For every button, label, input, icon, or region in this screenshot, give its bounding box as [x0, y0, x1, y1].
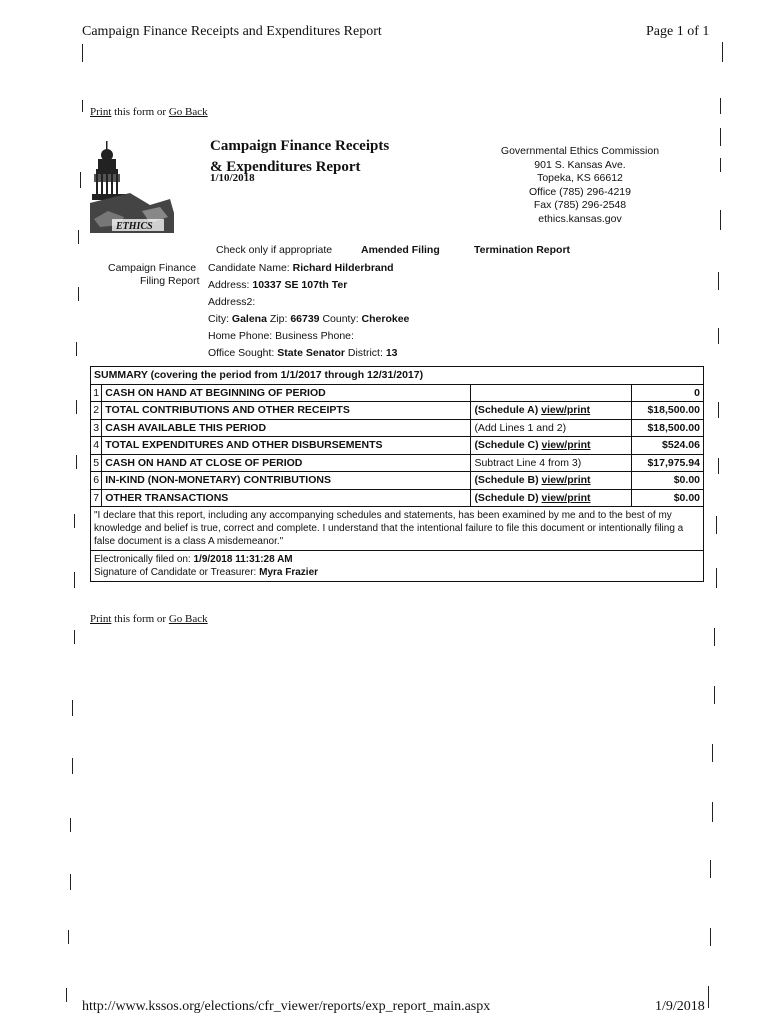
candidate-name-value: Richard Hilderbrand — [292, 262, 394, 274]
row-label: CASH ON HAND AT CLOSE OF PERIOD — [102, 454, 471, 472]
row-label: CASH AVAILABLE THIS PERIOD — [102, 419, 471, 437]
summary-header-row — [91, 367, 704, 385]
nav-separator-text: this form or — [111, 106, 169, 118]
candidate-name-label: Candidate Name: — [208, 262, 290, 274]
summary-row-3 — [91, 419, 704, 437]
row-amount: $0.00 — [631, 489, 703, 507]
schedule-b-view-print-link[interactable]: view/print — [541, 474, 591, 487]
signature-value: Myra Frazier — [259, 567, 319, 578]
row-reference — [471, 402, 631, 420]
declaration-row — [91, 507, 704, 551]
row-reference — [471, 489, 631, 507]
filed-signature-row — [91, 551, 704, 582]
row-amount: $524.06 — [631, 437, 703, 455]
row-label: CASH ON HAND AT BEGINNING OF PERIOD — [102, 384, 471, 402]
report-date: 1/10/2018 — [210, 172, 255, 184]
page-number: Page 1 of 1 — [646, 24, 710, 39]
county-value: Cherokee — [361, 313, 410, 325]
schedule-label: (Schedule B) — [474, 474, 542, 487]
declaration-text: "I declare that this report, including any accompanying schedules and statements, has been examined by me and to the best of my knowledge and belief is true, correct and complete. I understand that the intentional failure to file this document or intentionally filing a false document is a class A misdemeanor." — [91, 507, 704, 551]
home-phone-label: Home Phone: — [208, 330, 273, 342]
row-number: 1 — [91, 384, 102, 402]
row-label: IN-KIND (NON-MONETARY) CONTRIBUTIONS — [102, 472, 471, 490]
office-sought-value: State Senator — [277, 347, 345, 359]
summary-row-7 — [91, 489, 704, 507]
nav-top — [90, 106, 208, 118]
schedule-label: (Schedule C) — [474, 439, 542, 452]
schedule-label: (Schedule A) — [474, 404, 542, 417]
row-number: 6 — [91, 472, 102, 490]
zip-label: Zip: — [269, 313, 288, 325]
check-only-label: Check only if appropriate — [216, 244, 333, 256]
print-link-bottom[interactable]: Print — [90, 613, 112, 625]
agency-website: ethics.kansas.gov — [538, 212, 622, 225]
address-label: Address: — [208, 279, 250, 291]
amended-filing-option: Amended Filing — [361, 244, 440, 256]
district-value: 13 — [385, 347, 398, 359]
row-number: 3 — [91, 419, 102, 437]
row-amount: $0.00 — [631, 472, 703, 490]
row-amount: 0 — [631, 384, 703, 402]
phone-row — [208, 330, 354, 342]
agency-name: Governmental Ethics Commission — [500, 145, 660, 157]
address2-row — [208, 296, 255, 308]
office-sought-label: Office Sought: — [208, 347, 275, 359]
go-back-link[interactable]: Go Back — [168, 106, 208, 118]
schedule-a-view-print-link[interactable]: view/print — [541, 404, 591, 417]
summary-row-5 — [91, 454, 704, 472]
row-amount: $18,500.00 — [631, 402, 703, 420]
page-footer-url: http://www.kssos.org/elections/cfr_viewer/reports/exp_report_main.aspx — [82, 999, 491, 1014]
row-number: 7 — [91, 489, 102, 507]
schedule-d-view-print-link[interactable]: view/print — [541, 491, 591, 504]
row-reference — [471, 437, 631, 455]
address-row — [208, 279, 347, 291]
city-value: Galena — [231, 313, 267, 325]
signature-label: Signature of Candidate or Treasurer: — [94, 567, 257, 578]
summary-header: SUMMARY (covering the period from 1/1/2017 through 12/31/2017) — [91, 367, 704, 385]
nav-bottom — [90, 613, 208, 625]
candidate-name-row — [208, 262, 394, 274]
schedule-label: (Schedule D) — [474, 491, 542, 504]
filed-on-label: Electronically filed on: — [94, 554, 191, 565]
row-number: 5 — [91, 454, 102, 472]
summary-row-4 — [91, 437, 704, 455]
district-label: District: — [347, 347, 383, 359]
row-amount: $18,500.00 — [631, 419, 703, 437]
report-title-line-2: & Expenditures Report — [210, 159, 361, 175]
filed-on-value: 1/9/2018 11:31:28 AM — [193, 554, 293, 565]
agency-fax: Fax (785) 296-2548 — [533, 199, 627, 211]
business-phone-label: Business Phone: — [275, 330, 354, 342]
page-header-title: Campaign Finance Receipts and Expenditures Report — [82, 24, 382, 39]
svg-text:ETHICS: ETHICS — [116, 221, 153, 232]
row-number: 4 — [91, 437, 102, 455]
row-reference — [471, 384, 631, 402]
print-link[interactable]: Print — [90, 106, 112, 118]
filed-on — [94, 553, 700, 566]
row-reference — [471, 472, 631, 490]
agency-address-block — [470, 145, 690, 226]
nav-separator-text: this form or — [111, 613, 169, 625]
city-row — [208, 313, 409, 325]
agency-city: Topeka, KS 66612 — [537, 172, 623, 184]
row-reference: (Add Lines 1 and 2) — [471, 419, 631, 437]
row-label: TOTAL EXPENDITURES AND OTHER DISBURSEMENTS — [102, 437, 471, 455]
agency-office-phone: Office (785) 296-4219 — [529, 185, 631, 198]
summary-row-2 — [91, 402, 704, 420]
go-back-link-bottom[interactable]: Go Back — [168, 613, 208, 625]
row-label: TOTAL CONTRIBUTIONS AND OTHER RECEIPTS — [102, 402, 471, 420]
office-row — [208, 347, 398, 359]
county-label: County: — [322, 313, 359, 325]
schedule-c-view-print-link[interactable]: view/print — [541, 439, 591, 452]
summary-row-6 — [91, 472, 704, 490]
termination-report-option: Termination Report — [474, 244, 571, 256]
page-footer-date: 1/9/2018 — [655, 999, 705, 1014]
row-label: OTHER TRANSACTIONS — [102, 489, 471, 507]
address2-label: Address2: — [208, 296, 256, 308]
section-label-campaign-finance: Campaign Finance — [108, 262, 197, 274]
city-label: City: — [208, 313, 229, 325]
summary-row-1 — [91, 384, 704, 402]
zip-value: 66739 — [290, 313, 320, 325]
address-value: 10337 SE 107th Ter — [252, 279, 348, 291]
signature — [94, 566, 700, 579]
summary-table — [90, 366, 704, 582]
row-reference: Subtract Line 4 from 3) — [471, 454, 631, 472]
section-label-filing-report: Filing Report — [140, 275, 200, 287]
capitol-seal-icon — [90, 133, 174, 233]
report-title-line-1: Campaign Finance Receipts — [210, 138, 390, 154]
row-number: 2 — [91, 402, 102, 420]
row-amount: $17,975.94 — [631, 454, 703, 472]
agency-street: 901 S. Kansas Ave. — [534, 158, 626, 171]
